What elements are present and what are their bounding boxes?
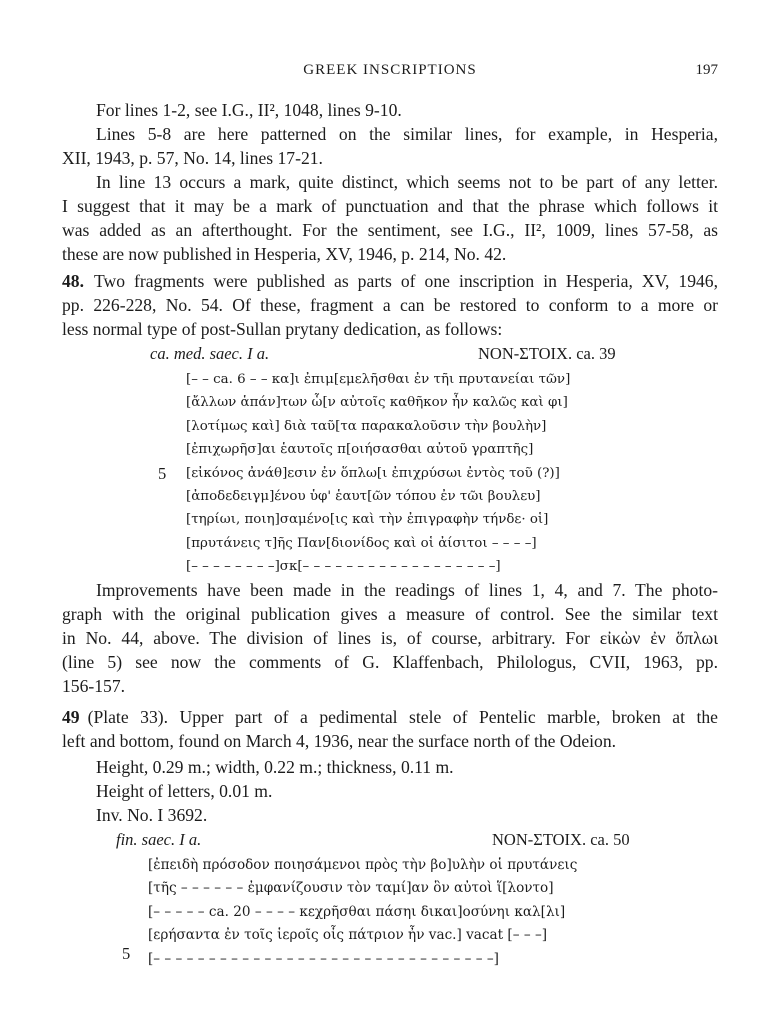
note-line: For lines 1-2, see I.G., II², 1048, lines 9-10.	[96, 100, 402, 120]
entry-49-intro-line: (Plate 33). Upper part of a pedimental stele of Pentelic marble, broken at the	[87, 707, 718, 727]
inscription-line: [ἐπιχωρῆσ]αι ἑαυτοῖς π[οιήσασθαι αὐτοῦ γραπτῆς]	[186, 442, 534, 458]
note-line: I suggest that it may be a mark of punctuation and that the phrase which follows it	[62, 196, 718, 216]
inscription-line: [εἰκόνος ἀνάθ]εσιν ἐν ὅπλω[ι ἐπιχρύσωι ἐντὸς τοῦ (?)]	[186, 465, 560, 481]
entry-48-intro-line: Two fragments were published as parts of one inscription in Hesperia, XV, 1946,	[94, 271, 718, 291]
entry-49-style-label: NON-ΣΤΟΙΧ. ca. 50	[492, 830, 630, 849]
note-line: Lines 5-8 are here patterned on the similar lines, for example, in Hesperia,	[96, 124, 718, 144]
entry-48-inscription	[186, 368, 570, 579]
inscription-line: [ερήσαντα ἐν τοῖς ἱεροῖς οἷς πάτριον ἦν vac.] vacat [– – –]	[148, 927, 548, 944]
note-line: these are now published in Hesperia, XV, 1946, p. 214, No. 42.	[62, 244, 507, 264]
entry-49-letter-height: Height of letters, 0.01 m.	[96, 781, 273, 801]
comment-line: in No. 44, above. The division of lines is, of course, arbitrary. For εἰκὼν ἐν ὅπλωι	[62, 628, 718, 648]
entry-49-intro	[62, 705, 718, 753]
entry-48-intro-line: pp. 226-228, No. 54. Of these, fragment a can be restored to conform to a more or	[62, 295, 718, 315]
inscription-line: [– – – – – – – –]σκ[– – – – – – – – – – – – – – – – – –]	[186, 559, 501, 575]
entry-49-dimensions: Height, 0.29 m.; width, 0.22 m.; thickness, 0.11 m.	[96, 757, 454, 777]
entry-49-intro-line: left and bottom, found on March 4, 1936, near the surface north of the Odeion.	[62, 731, 617, 751]
note-line: In line 13 occurs a mark, quite distinct, which seems not to be part of any letter.	[96, 172, 718, 192]
inscription-line: [λοτίμως καὶ] διὰ ταῦ[τα παρακαλοῦσιν τὴν βουλὴν]	[186, 418, 547, 434]
inscription-line: [τῆς – – – – – – ἐμφανίζουσιν τὸν ταμί]αν ὃν αὐτοὶ ἵ[λοντο]	[148, 880, 554, 897]
entry-48-intro	[62, 269, 718, 341]
comment-line: 156-157.	[62, 676, 126, 696]
entry-49-number: 49	[62, 707, 80, 727]
inscription-line: [ἀποδεδειγμ]ένου ὑφ' ἑαυτ[ῶν τόπου ἐν τῶι βουλευ]	[186, 488, 541, 504]
comment-line: graph with the original publication gives a measure of control. See the similar text	[62, 604, 718, 624]
entry-49-first-line	[62, 705, 718, 729]
entry-48-number: 48.	[62, 271, 84, 291]
entry-48-intro-line: less normal type of post-Sullan prytany dedication, as follows:	[62, 319, 503, 339]
inscription-line: [ἐπειδὴ πρόσοδον ποιησάμενοι πρὸς τὴν βο]υλὴν οἱ πρυτάνεις	[148, 857, 578, 873]
inscription-line: [– – – – – – – – – – – – – – – – – – – – – – – – – – – – – – –]	[148, 950, 499, 967]
entry-49-inscription	[148, 854, 577, 971]
entry-49-date-label: fin. saec. I a.	[116, 830, 202, 849]
notes-47	[62, 98, 718, 266]
entry-49-description	[96, 755, 454, 827]
running-head-title: GREEK INSCRIPTIONS	[303, 62, 477, 78]
entry-49-inventory: Inv. No. I 3692.	[96, 805, 208, 825]
comment-line: (line 5) see now the comments of G. Klaffenbach, Philologus, CVII, 1963, pp.	[62, 652, 718, 672]
entry-48-line-number: 5	[158, 464, 167, 483]
inscription-line: [ἄλλων ἁπάν]των ὧ[ν αὐτοῖς καθῆκον ἦν καλῶς καὶ φι]	[186, 395, 568, 411]
comment-line: Improvements have been made in the readings of lines 1, 4, and 7. The photo-	[96, 580, 718, 600]
entry-48-first-line	[62, 269, 718, 293]
running-head	[62, 62, 718, 82]
inscription-line: [τηρίωι, ποιη]σαμένο[ις καὶ τὴν ἐπιγραφὴν τήνδε· οἱ]	[186, 512, 549, 528]
entry-49-line-number: 5	[122, 944, 131, 963]
entry-48-date-label: ca. med. saec. I a.	[150, 344, 270, 363]
inscription-line: [– – – – – ca. 20 – – – – κεχρῆσθαι πάσηι δικαι]οσύνηι καλ[λι]	[148, 903, 566, 920]
note-line: was added as an afterthought. For the sentiment, see I.G., II², 1009, lines 57-58, as	[62, 220, 718, 240]
entry-48-comments	[62, 578, 718, 698]
entry-48-style-label: NON-ΣΤΟΙΧ. ca. 39	[478, 344, 616, 363]
page-number: 197	[695, 62, 718, 78]
note-line: XII, 1943, p. 57, No. 14, lines 17-21.	[62, 148, 323, 168]
inscription-line: [πρυτάνεις τ]ῆς Παν[διονίδος καὶ οἱ ἀίσιτοι – – – –]	[186, 535, 537, 551]
inscription-line: [– – ca. 6 – – κα]ι ἐπιμ[εμελῆσθαι ἐν τῆι πρυτανείαι τῶν]	[186, 372, 571, 387]
